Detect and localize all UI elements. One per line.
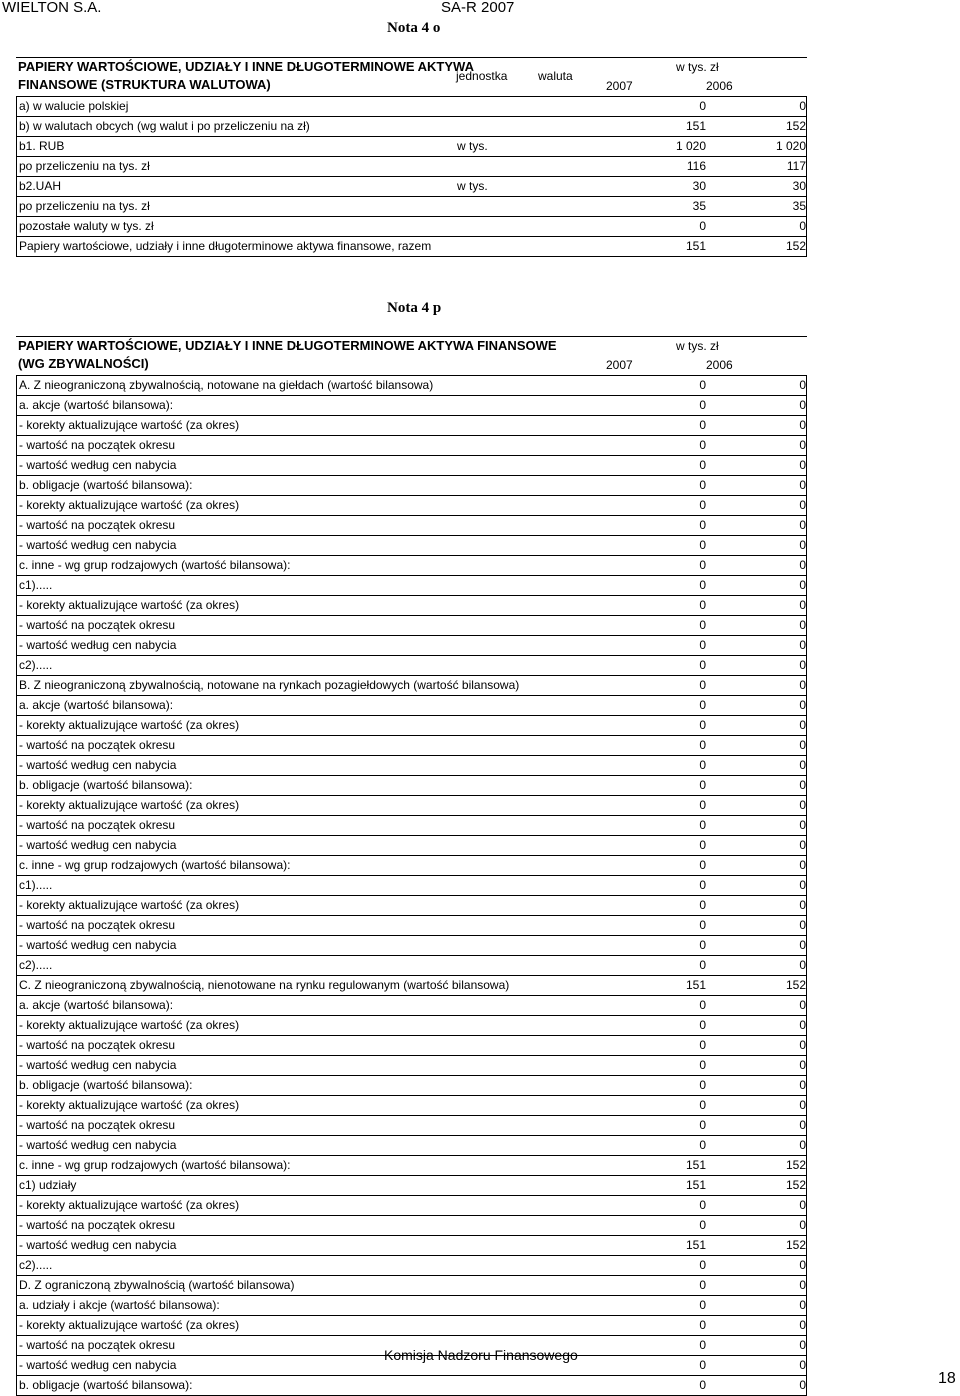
report-code: SA-R 2007 xyxy=(441,0,515,16)
value-2007: 0 xyxy=(699,1058,706,1072)
table-row xyxy=(16,436,807,456)
row-label: b. obligacje (wartość bilansowa): xyxy=(19,1078,193,1092)
table-row xyxy=(16,117,807,137)
table-row xyxy=(16,596,807,616)
value-2006: 0 xyxy=(799,678,806,692)
value-2007: 0 xyxy=(699,838,706,852)
value-2007: 0 xyxy=(699,778,706,792)
value-2007: 0 xyxy=(699,578,706,592)
value-2006: 1 020 xyxy=(775,139,806,153)
value-2007: 0 xyxy=(699,478,706,492)
value-2006: 0 xyxy=(799,758,806,772)
row-label: c1)..... xyxy=(19,578,53,592)
value-2006: 0 xyxy=(799,858,806,872)
value-2006: 0 xyxy=(799,538,806,552)
table-row xyxy=(16,876,807,896)
row-label: - wartość według cen nabycia xyxy=(19,838,177,852)
value-2006: 0 xyxy=(799,578,806,592)
row-label: a) w walucie polskiej xyxy=(19,99,129,113)
row-label: c. inne - wg grup rodzajowych (wartość bilansowa): xyxy=(19,558,291,572)
page-number: 18 xyxy=(938,1370,956,1387)
value-2007: 0 xyxy=(699,378,706,392)
row-label: - wartość według cen nabycia xyxy=(19,538,177,552)
table-row xyxy=(16,396,807,416)
value-2007: 0 xyxy=(699,598,706,612)
value-2007: 0 xyxy=(699,518,706,532)
value-2007: 0 xyxy=(699,558,706,572)
row-label: - wartość na początek okresu xyxy=(19,1338,176,1352)
row-label: - wartość według cen nabycia xyxy=(19,758,177,772)
table-row xyxy=(16,1056,807,1076)
table-row xyxy=(16,516,807,536)
value-2006: 0 xyxy=(799,898,806,912)
row-label: - korekty aktualizujące wartość (za okres) xyxy=(19,898,240,912)
value-2006: 0 xyxy=(799,738,806,752)
value-2007: 0 xyxy=(699,998,706,1012)
row-label: - korekty aktualizujące wartość (za okres) xyxy=(19,1318,240,1332)
value-2007: 30 xyxy=(692,179,706,193)
row-label: Papiery wartościowe, udziały i inne długoterminowe aktywa finansowe, razem xyxy=(19,239,432,253)
year-2007-header: 2007 xyxy=(606,358,633,372)
value-2007: 0 xyxy=(699,398,706,412)
value-2007: 0 xyxy=(699,1018,706,1032)
table-row xyxy=(16,1036,807,1056)
row-label: a. udziały i akcje (wartość bilansowa): xyxy=(19,1298,220,1312)
table-row xyxy=(16,1216,807,1236)
table-row xyxy=(16,936,807,956)
value-2007: 151 xyxy=(685,1158,706,1172)
value-2007: 151 xyxy=(685,978,706,992)
nota-4p-heading-1: PAPIERY WARTOŚCIOWE, UDZIAŁY I INNE DŁUGOTERMINOWE AKTYWA FINANSOWE xyxy=(18,338,557,353)
value-2007: 0 xyxy=(699,219,706,233)
value-2007: 0 xyxy=(699,738,706,752)
value-2006: 0 xyxy=(799,958,806,972)
row-label: B. Z nieograniczoną zbywalnością, notowane na rynkach pozagiełdowych (wartość bilansowa) xyxy=(19,678,520,692)
value-2007: 0 xyxy=(699,1278,706,1292)
table-row xyxy=(16,656,807,676)
table-row xyxy=(16,1196,807,1216)
value-2007: 0 xyxy=(699,878,706,892)
value-2006: 152 xyxy=(785,119,806,133)
value-2006: 0 xyxy=(799,878,806,892)
value-2006: 0 xyxy=(799,718,806,732)
table-row xyxy=(16,976,807,996)
value-2006: 0 xyxy=(799,498,806,512)
row-label: c2)..... xyxy=(19,958,53,972)
col-unit-header: jednostka xyxy=(456,69,508,83)
value-2007: 0 xyxy=(699,1218,706,1232)
table-row xyxy=(16,616,807,636)
value-2007: 0 xyxy=(699,1318,706,1332)
value-2006: 0 xyxy=(799,398,806,412)
row-label: c. inne - wg grup rodzajowych (wartość bilansowa): xyxy=(19,858,291,872)
value-2006: 117 xyxy=(786,159,806,173)
nota-4p-rows xyxy=(16,375,807,1396)
value-2007: 0 xyxy=(699,1038,706,1052)
row-label: - korekty aktualizujące wartość (za okres) xyxy=(19,1198,240,1212)
value-2007: 151 xyxy=(685,239,706,253)
table-row xyxy=(16,1076,807,1096)
value-2007: 0 xyxy=(699,1338,706,1352)
table-row xyxy=(16,1156,807,1176)
row-label: C. Z nieograniczoną zbywalnością, nienotowane na rynku regulowanym (wartość bilansowa) xyxy=(19,978,510,992)
value-2007: 0 xyxy=(699,1378,706,1392)
table-row xyxy=(16,1136,807,1156)
value-2006: 0 xyxy=(799,1018,806,1032)
table-row xyxy=(16,137,807,157)
value-2006: 0 xyxy=(799,1098,806,1112)
table-row xyxy=(16,676,807,696)
value-2006: 0 xyxy=(799,598,806,612)
table-row xyxy=(16,776,807,796)
row-label: - korekty aktualizujące wartość (za okres) xyxy=(19,798,240,812)
table-row xyxy=(16,1256,807,1276)
value-2007: 151 xyxy=(685,1238,706,1252)
row-label: a. akcje (wartość bilansowa): xyxy=(19,998,174,1012)
value-2007: 0 xyxy=(699,498,706,512)
row-label: - wartość według cen nabycia xyxy=(19,1358,177,1372)
value-2006: 0 xyxy=(799,1278,806,1292)
table-row xyxy=(16,376,807,396)
row-label: po przeliczeniu na tys. zł xyxy=(19,159,150,173)
value-2006: 0 xyxy=(799,798,806,812)
row-label: - wartość na początek okresu xyxy=(19,738,176,752)
value-2006: 30 xyxy=(792,179,806,193)
value-2006: 0 xyxy=(799,1218,806,1232)
row-label: c1) udziały xyxy=(19,1178,77,1192)
value-2007: 0 xyxy=(699,918,706,932)
value-2006: 152 xyxy=(785,1238,806,1252)
nota-4o-heading-1: PAPIERY WARTOŚCIOWE, UDZIAŁY I INNE DŁUGOTERMINOWE AKTYWA xyxy=(18,59,474,74)
table-row xyxy=(16,956,807,976)
value-2007: 0 xyxy=(699,1078,706,1092)
value-2007: 35 xyxy=(692,199,706,213)
value-2007: 0 xyxy=(699,678,706,692)
table-row xyxy=(16,237,807,257)
row-unit: w tys. xyxy=(457,139,488,153)
row-label: a. akcje (wartość bilansowa): xyxy=(19,398,174,412)
nota-4p-header xyxy=(16,336,807,375)
table-row xyxy=(16,576,807,596)
value-2006: 0 xyxy=(799,618,806,632)
value-2006: 0 xyxy=(799,638,806,652)
value-2006: 0 xyxy=(799,1318,806,1332)
row-label: - wartość na początek okresu xyxy=(19,1118,176,1132)
value-2006: 0 xyxy=(799,1138,806,1152)
nota-4o-title: Nota 4 o xyxy=(387,20,441,36)
table-row xyxy=(16,416,807,436)
row-label: c2)..... xyxy=(19,658,53,672)
value-2007: 0 xyxy=(699,1138,706,1152)
table-row xyxy=(16,456,807,476)
value-2006: 0 xyxy=(799,938,806,952)
year-2006-header: 2006 xyxy=(706,79,733,93)
value-2007: 0 xyxy=(699,698,706,712)
value-2007: 0 xyxy=(699,99,706,113)
row-label: - korekty aktualizujące wartość (za okres) xyxy=(19,498,240,512)
value-2007: 0 xyxy=(699,538,706,552)
value-2007: 0 xyxy=(699,718,706,732)
table-row xyxy=(16,476,807,496)
value-2007: 0 xyxy=(699,638,706,652)
value-2006: 35 xyxy=(792,199,806,213)
row-label: - wartość według cen nabycia xyxy=(19,938,177,952)
row-label: - wartość według cen nabycia xyxy=(19,638,177,652)
value-2007: 0 xyxy=(699,898,706,912)
table-row xyxy=(16,1296,807,1316)
nota-4p-heading-2: (WG ZBYWALNOŚCI) xyxy=(18,356,149,371)
value-2006: 0 xyxy=(799,418,806,432)
table-row xyxy=(16,536,807,556)
value-2006: 0 xyxy=(799,378,806,392)
table-row xyxy=(16,496,807,516)
company-name: WIELTON S.A. xyxy=(2,0,102,16)
row-label: c. inne - wg grup rodzajowych (wartość bilansowa): xyxy=(19,1158,291,1172)
row-label: b. obligacje (wartość bilansowa): xyxy=(19,478,193,492)
value-2006: 0 xyxy=(799,458,806,472)
table-row xyxy=(16,1176,807,1196)
value-2007: 0 xyxy=(699,438,706,452)
value-2007: 0 xyxy=(699,758,706,772)
value-2006: 0 xyxy=(799,478,806,492)
row-label: D. Z ograniczoną zbywalnością (wartość bilansowa) xyxy=(19,1278,295,1292)
value-2006: 0 xyxy=(799,1298,806,1312)
row-label: - wartość na początek okresu xyxy=(19,438,176,452)
row-label: b2.UAH xyxy=(19,179,62,193)
value-2007: 0 xyxy=(699,418,706,432)
value-2007: 0 xyxy=(699,798,706,812)
row-label: - wartość na początek okresu xyxy=(19,1218,176,1232)
table-row xyxy=(16,97,807,117)
nota-4o-table xyxy=(16,57,807,257)
table-row xyxy=(16,197,807,217)
unit-note: w tys. zł xyxy=(676,60,719,74)
row-label: - wartość według cen nabycia xyxy=(19,1058,177,1072)
row-label: - wartość na początek okresu xyxy=(19,1038,176,1052)
value-2006: 0 xyxy=(799,438,806,452)
nota-4o-rows xyxy=(16,96,807,257)
nota-4o-header xyxy=(16,57,807,96)
row-label: - wartość na początek okresu xyxy=(19,918,176,932)
row-label: A. Z nieograniczoną zbywalnością, notowane na giełdach (wartość bilansowa) xyxy=(19,378,434,392)
row-label: c1)..... xyxy=(19,878,53,892)
value-2006: 0 xyxy=(799,1118,806,1132)
value-2006: 0 xyxy=(799,518,806,532)
value-2006: 152 xyxy=(785,239,806,253)
row-label: c2)..... xyxy=(19,1258,53,1272)
value-2006: 0 xyxy=(799,998,806,1012)
nota-4p-table xyxy=(16,336,807,1396)
value-2007: 0 xyxy=(699,1258,706,1272)
unit-note: w tys. zł xyxy=(676,339,719,353)
value-2007: 0 xyxy=(699,938,706,952)
value-2007: 0 xyxy=(699,858,706,872)
table-row xyxy=(16,177,807,197)
table-row xyxy=(16,1096,807,1116)
value-2007: 0 xyxy=(699,618,706,632)
table-row xyxy=(16,1016,807,1036)
value-2007: 1 020 xyxy=(675,139,706,153)
row-label: - wartość według cen nabycia xyxy=(19,1138,177,1152)
row-unit: w tys. xyxy=(457,179,488,193)
row-label: b) w walutach obcych (wg walut i po przeliczeniu na zł) xyxy=(19,119,310,133)
table-row xyxy=(16,556,807,576)
value-2006: 0 xyxy=(799,1038,806,1052)
table-row xyxy=(16,1236,807,1256)
value-2006: 152 xyxy=(785,1158,806,1172)
value-2007: 0 xyxy=(699,958,706,972)
value-2006: 0 xyxy=(799,1058,806,1072)
row-label: - wartość na początek okresu xyxy=(19,618,176,632)
row-label: - korekty aktualizujące wartość (za okres) xyxy=(19,1018,240,1032)
row-label: b1. RUB xyxy=(19,139,65,153)
row-label: po przeliczeniu na tys. zł xyxy=(19,199,150,213)
table-row xyxy=(16,636,807,656)
row-label: - wartość według cen nabycia xyxy=(19,1238,177,1252)
row-label: - wartość według cen nabycia xyxy=(19,458,177,472)
value-2006: 0 xyxy=(799,1258,806,1272)
row-label: pozostałe waluty w tys. zł xyxy=(19,219,154,233)
value-2007: 151 xyxy=(685,119,706,133)
value-2007: 0 xyxy=(699,1298,706,1312)
value-2007: 0 xyxy=(699,1198,706,1212)
table-row xyxy=(16,716,807,736)
nota-4p-title: Nota 4 p xyxy=(387,300,442,316)
row-label: - wartość na początek okresu xyxy=(19,818,176,832)
row-label: - korekty aktualizujące wartość (za okres) xyxy=(19,1098,240,1112)
value-2007: 0 xyxy=(699,1118,706,1132)
table-row xyxy=(16,816,807,836)
value-2007: 151 xyxy=(685,1178,706,1192)
table-row xyxy=(16,896,807,916)
table-row xyxy=(16,1316,807,1336)
row-label: a. akcje (wartość bilansowa): xyxy=(19,698,174,712)
value-2006: 0 xyxy=(799,1078,806,1092)
value-2006: 0 xyxy=(799,219,806,233)
value-2006: 0 xyxy=(799,778,806,792)
row-label: - wartość na początek okresu xyxy=(19,518,176,532)
value-2007: 0 xyxy=(699,1358,706,1372)
table-row xyxy=(16,1116,807,1136)
footer-text: Komisja Nadzoru Finansowego xyxy=(384,1347,578,1363)
row-label: - korekty aktualizujące wartość (za okres) xyxy=(19,598,240,612)
table-row xyxy=(16,856,807,876)
year-2007-header: 2007 xyxy=(606,79,633,93)
table-row xyxy=(16,1376,807,1396)
table-row xyxy=(16,1276,807,1296)
table-row xyxy=(16,696,807,716)
table-row xyxy=(16,756,807,776)
value-2006: 0 xyxy=(799,658,806,672)
value-2007: 0 xyxy=(699,658,706,672)
table-row xyxy=(16,796,807,816)
value-2006: 152 xyxy=(785,978,806,992)
value-2007: 116 xyxy=(686,159,706,173)
row-label: - korekty aktualizujące wartość (za okres) xyxy=(19,418,240,432)
col-currency-header: waluta xyxy=(538,69,573,83)
table-row xyxy=(16,996,807,1016)
table-row xyxy=(16,157,807,177)
value-2006: 0 xyxy=(799,698,806,712)
value-2006: 0 xyxy=(799,1198,806,1212)
value-2006: 0 xyxy=(799,818,806,832)
table-row xyxy=(16,836,807,856)
value-2007: 0 xyxy=(699,458,706,472)
table-row xyxy=(16,217,807,237)
value-2006: 152 xyxy=(785,1178,806,1192)
table-row xyxy=(16,916,807,936)
value-2006: 0 xyxy=(799,918,806,932)
value-2006: 0 xyxy=(799,1338,806,1352)
row-label: b. obligacje (wartość bilansowa): xyxy=(19,778,193,792)
value-2006: 0 xyxy=(799,99,806,113)
value-2006: 0 xyxy=(799,558,806,572)
table-row xyxy=(16,736,807,756)
value-2007: 0 xyxy=(699,818,706,832)
row-label: - korekty aktualizujące wartość (za okres) xyxy=(19,718,240,732)
value-2006: 0 xyxy=(799,838,806,852)
row-label: b. obligacje (wartość bilansowa): xyxy=(19,1378,193,1392)
nota-4o-heading-2: FINANSOWE (STRUKTURA WALUTOWA) xyxy=(18,77,271,92)
value-2007: 0 xyxy=(699,1098,706,1112)
value-2006: 0 xyxy=(799,1358,806,1372)
value-2006: 0 xyxy=(799,1378,806,1392)
year-2006-header: 2006 xyxy=(706,358,733,372)
